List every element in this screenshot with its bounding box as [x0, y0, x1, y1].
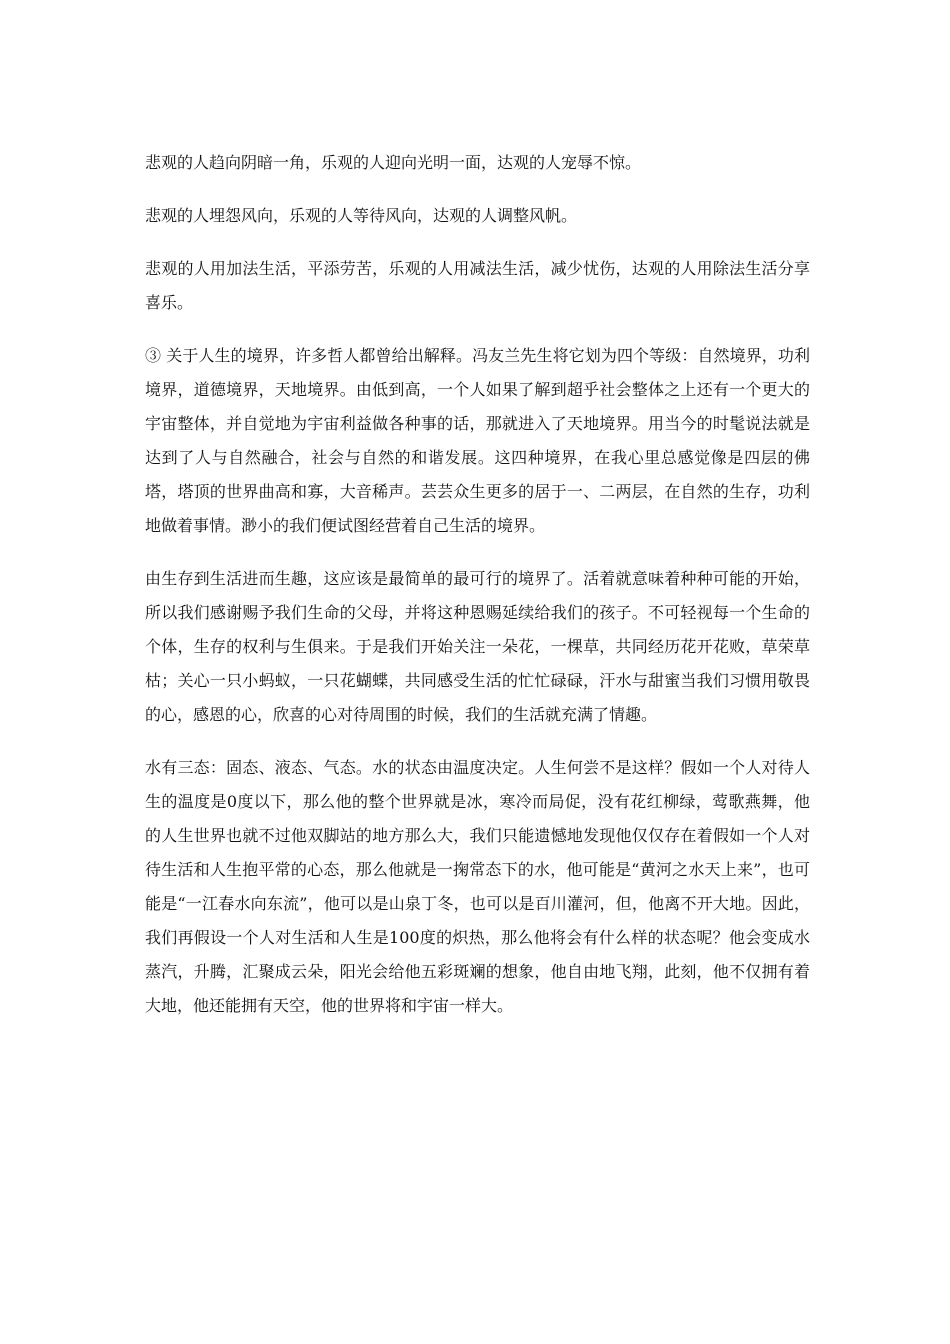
paragraph-living-interest: 由生存到生活进而生趣，这应该是最简单的最可行的境界了。活着就意味着种种可能的开始，所以我们感谢赐予我们生命的父母，并将这种恩赐延续给我们的孩子。不可轻视每一个生命的个体，生存的权利与生俱来。于是我们开始关注一朵花，一棵草，共同经历花开花败，草荣草枯；关心一只小蚂蚁，一只花蝴蝶，共同感受生活的忙忙碌碌，汗水与甜蜜当我们习惯用敬畏的心，感恩的心，欣喜的心对待周围的时候，我们的生活就充满了情趣。: [145, 569, 810, 724]
paragraph-life-realms: ③ 关于人生的境界，许多哲人都曾给出解释。冯友兰先生将它划为四个等级：自然境界，功利境界，道德境界，天地境界。由低到高，一个人如果了解到超乎社会整体之上还有一个更大的宇宙整体，并自觉地为宇宙利益做各种事的话，那就进入了天地境界。用当今的时髦说法就是达到了人与自然融合，社会与自然的和谐发展。这四种境界，在我心里总感觉像是四层的佛塔，塔顶的世界曲高和寡，大音稀声。芸芸众生更多的居于一、二两层，在自然的生存，功利地做着事情。渺小的我们便试图经营着自己生活的境界。: [145, 346, 810, 535]
document-body: [145, 146, 810, 1042]
paragraph-pessimist-arithmetic: 悲观的人用加法生活，平添劳苦，乐观的人用减法生活，减少忧伤，达观的人用除法生活分享喜乐。: [145, 259, 810, 312]
paragraph-pessimist-wind: 悲观的人埋怨风向，乐观的人等待风向，达观的人调整风帆。: [145, 206, 578, 225]
paragraph-water-states: 水有三态：固态、液态、气态。水的状态由温度决定。人生何尝不是这样？假如一个人对待人生的温度是0度以下，那么他的整个世界就是冰，寒冷而局促，没有花红柳绿，莺歌燕舞，他的人生世界也就不过他双脚站的地方那么大，我们只能遗憾地发现他仅仅存在着假如一个人对待生活和人生抱平常的心态，那么他就是一掬常态下的水，他可能是“黄河之水天上来”，也可能是“一江春水向东流”，他可以是山泉丁冬，也可以是百川灌河，但，他离不开大地。因此，我们再假设一个人对生活和人生是100度的炽热，那么他将会有什么样的状态呢？他会变成水蒸汽，升腾，汇聚成云朵，阳光会给他五彩斑斓的想象，他自由地飞翔，此刻，他不仅拥有着大地，他还能拥有天空，他的世界将和宇宙一样大。: [145, 758, 810, 1015]
paragraph-pessimist-corner: 悲观的人趋向阴暗一角，乐观的人迎向光明一面，达观的人宠辱不惊。: [145, 153, 642, 172]
